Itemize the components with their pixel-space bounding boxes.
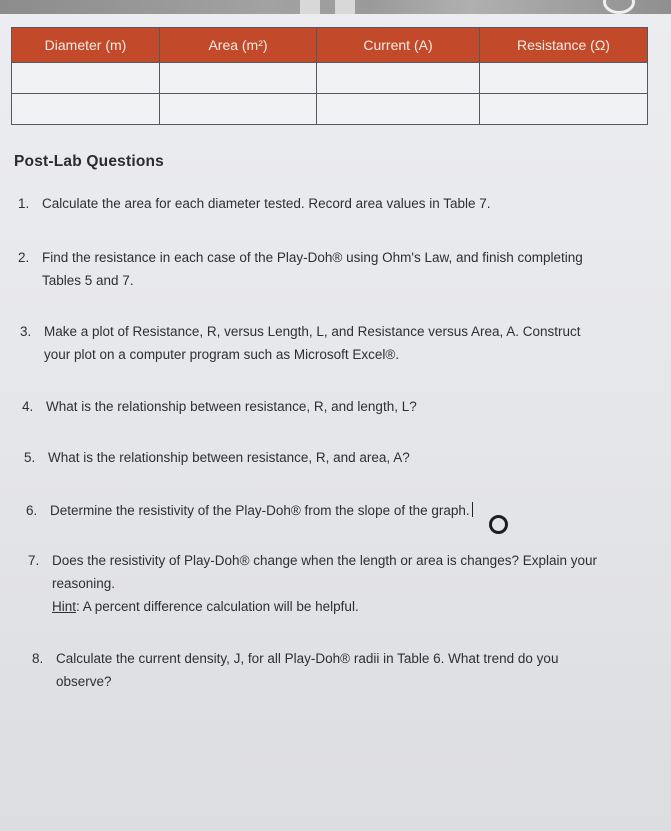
table-row — [12, 94, 648, 125]
question-text-cont: Tables 5 and 7. — [42, 273, 134, 288]
question-1 — [18, 192, 491, 215]
question-8 — [32, 647, 558, 693]
question-text: Make a plot of Resistance, R, versus Length, L, and Resistance versus Area, A. Construct — [44, 324, 581, 339]
question-number: 5. — [24, 450, 36, 465]
table-row — [12, 63, 648, 94]
question-text-cont: observe? — [56, 674, 112, 689]
header-diameter: Diameter (m) — [12, 28, 160, 63]
hint-line — [28, 595, 597, 618]
table-cell[interactable] — [12, 63, 160, 94]
question-text: Does the resistivity of Play-Doh® change when the length or area is changes? Explain your — [52, 553, 597, 568]
header-current: Current (A) — [317, 28, 480, 63]
question-text: Determine the resistivity of the Play-Doh® from the slope of the graph. — [50, 503, 470, 518]
question-text: Find the resistance in each case of the Play-Doh® using Ohm's Law, and finish completing — [42, 250, 583, 265]
data-table — [11, 27, 648, 125]
question-number: 1. — [18, 196, 30, 211]
table-cell[interactable] — [317, 63, 480, 94]
hint-label: Hint — [52, 599, 77, 614]
question-7 — [28, 549, 597, 618]
question-text: Calculate the current density, J, for all Play-Doh® radii in Table 6. What trend do you — [56, 651, 559, 666]
question-number: 4. — [22, 399, 34, 414]
table-cell[interactable] — [12, 94, 160, 125]
question-text: What is the relationship between resistance, R, and length, L? — [46, 399, 417, 414]
question-text: What is the relationship between resistance, R, and area, A? — [48, 450, 410, 465]
table-cell[interactable] — [160, 63, 317, 94]
question-number: 2. — [18, 250, 30, 265]
question-4 — [22, 395, 417, 418]
table-cell[interactable] — [160, 94, 317, 125]
text-cursor — [472, 502, 473, 517]
question-number: 7. — [28, 553, 40, 568]
question-3 — [20, 320, 581, 366]
ring-icon — [603, 0, 635, 14]
question-5 — [24, 446, 410, 469]
table-cell[interactable] — [480, 94, 648, 125]
header-resistance: Resistance (Ω) — [480, 28, 648, 63]
top-edge-strip — [0, 0, 671, 14]
glare-mark — [335, 0, 355, 14]
table-cell[interactable] — [480, 63, 648, 94]
section-title: Post-Lab Questions — [14, 153, 165, 170]
question-number: 6. — [26, 503, 38, 518]
header-area: Area (m²) — [160, 28, 317, 63]
table-cell[interactable] — [317, 94, 480, 125]
question-number: 3. — [20, 324, 32, 339]
question-number: 8. — [32, 651, 44, 666]
question-2 — [18, 246, 583, 292]
question-text-cont: your plot on a computer program such as Microsoft Excel®. — [44, 347, 400, 362]
glare-mark — [300, 0, 320, 14]
table-header-row — [12, 28, 648, 63]
cursor-ring-icon — [489, 515, 508, 534]
question-6 — [26, 499, 473, 522]
question-text-cont: reasoning. — [52, 576, 116, 591]
hint-text: : A percent difference calculation will be helpful. — [76, 599, 359, 614]
question-text: Calculate the area for each diameter tested. Record area values in Table 7. — [42, 196, 491, 211]
